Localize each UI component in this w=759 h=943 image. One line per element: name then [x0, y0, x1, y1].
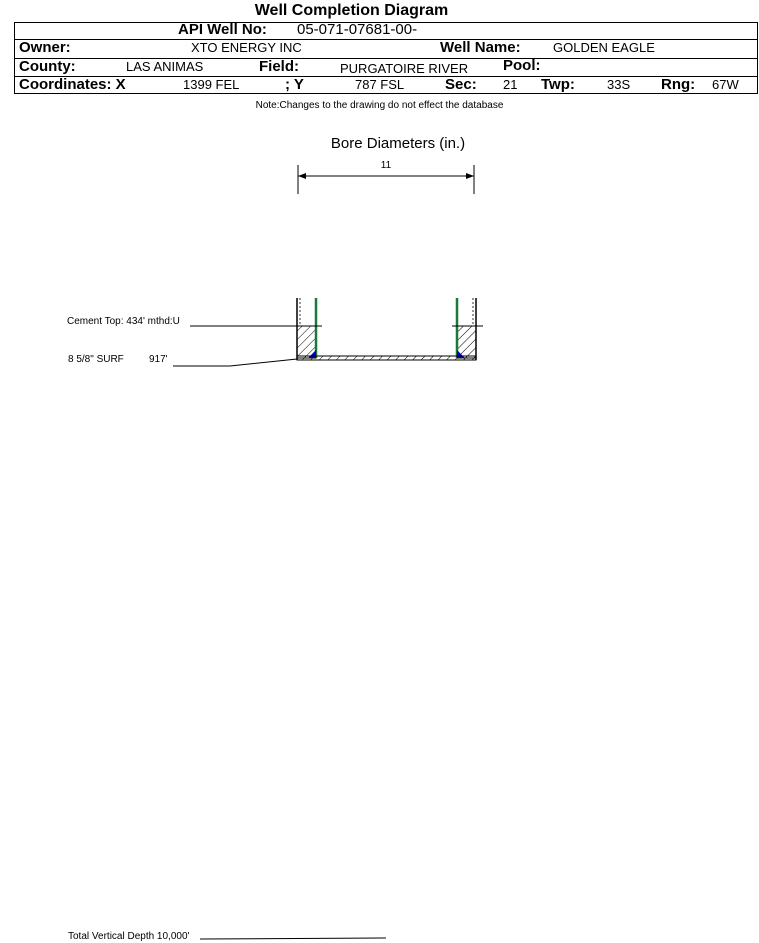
coordinates-y-value: 787 FSL	[355, 77, 405, 92]
twp-value: 33S	[607, 77, 631, 92]
rng-value: 67W	[712, 77, 739, 92]
drawing-note: Note:Changes to the drawing do not effect the database	[255, 100, 504, 111]
sec-value: 21	[503, 77, 518, 92]
coordinates-x-label: Coordinates: X	[19, 76, 126, 93]
bore-diameters-title: Bore Diameters (in.)	[330, 135, 466, 152]
county-value: LAS ANIMAS	[126, 59, 204, 74]
well-name-value: GOLDEN EAGLE	[553, 40, 655, 55]
coordinates-x-value: 1399 FEL	[183, 77, 240, 92]
api-well-no-value: 05-071-07681-00-	[297, 21, 418, 38]
hole-bottom	[297, 356, 476, 360]
casing-leader	[173, 359, 297, 366]
owner-value: XTO ENERGY INC	[191, 40, 302, 55]
total-vertical-depth-leader	[200, 938, 386, 939]
county-label: County:	[19, 58, 76, 75]
coordinates-y-label: ; Y	[285, 76, 304, 93]
sec-label: Sec:	[445, 76, 477, 93]
twp-label: Twp:	[541, 76, 575, 93]
bore-diameter-value: 11	[380, 160, 392, 171]
total-vertical-depth-label: Total Vertical Depth 10,000'	[68, 931, 190, 942]
cement-top-label: Cement Top: 434' mthd:U	[67, 316, 180, 327]
casing-depth: 917'	[149, 354, 168, 365]
well-name-label: Well Name:	[440, 39, 521, 56]
field-value: PURGATOIRE RIVER	[340, 61, 469, 76]
dimension-arrow-left	[298, 173, 306, 179]
rng-label: Rng:	[661, 76, 696, 93]
pool-label: Pool:	[503, 57, 541, 74]
dimension-arrow-right	[466, 173, 474, 179]
api-well-no-label: API Well No:	[178, 21, 267, 38]
casing-label: 8 5/8" SURF	[68, 354, 124, 365]
field-label: Field:	[259, 58, 299, 75]
owner-label: Owner:	[19, 39, 71, 56]
diagram-title: Well Completion Diagram	[254, 2, 449, 19]
